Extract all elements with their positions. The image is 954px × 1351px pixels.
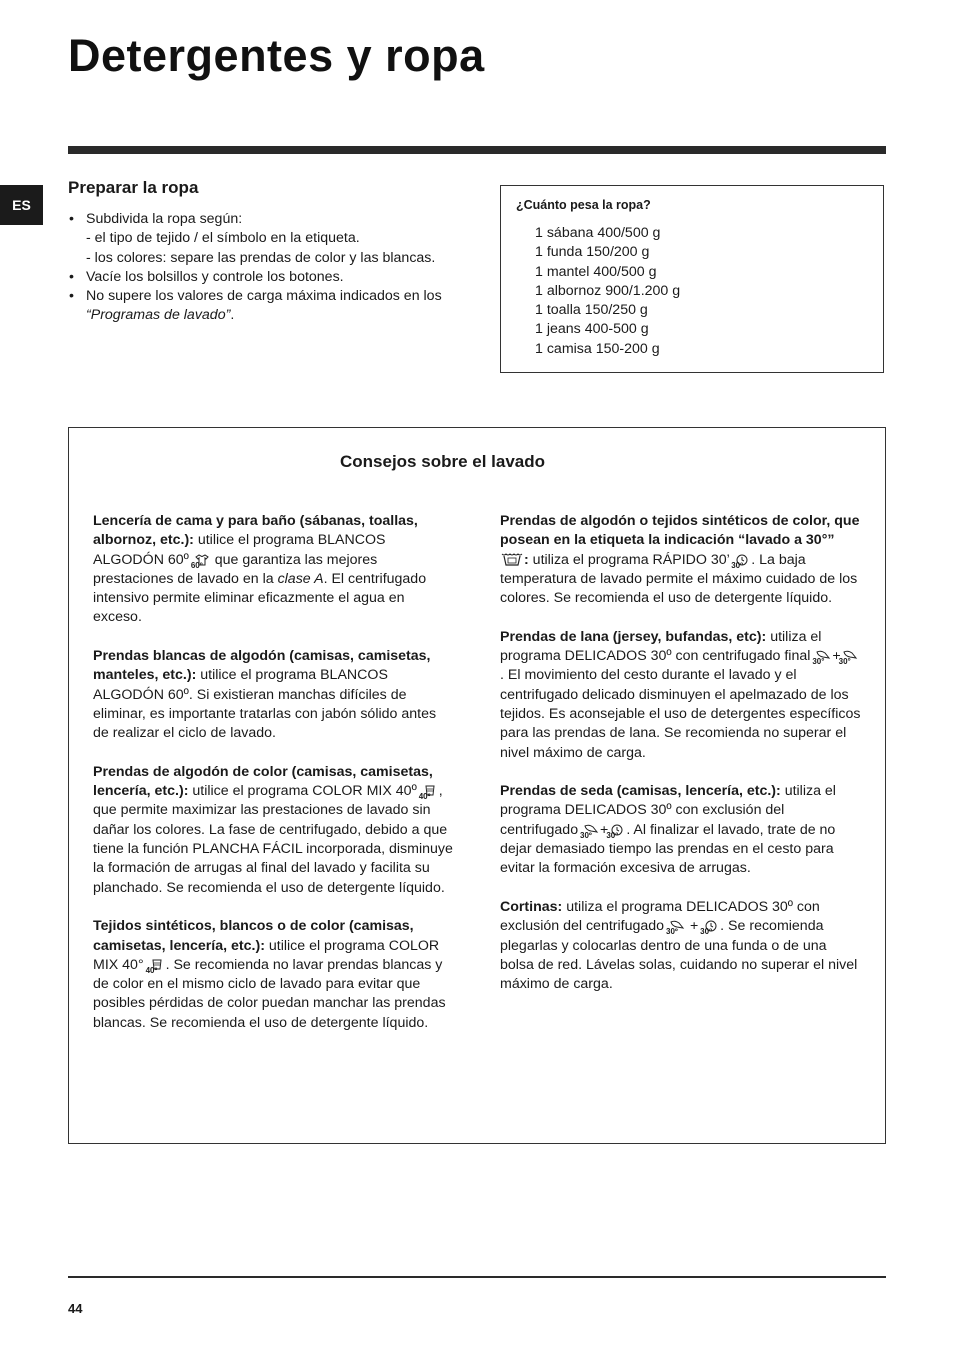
tips-left-column (93, 512, 455, 1052)
prep-list (68, 210, 453, 326)
timer-30-icon: 30º (734, 553, 750, 567)
tip-color-30: Prendas de algodón o tejidos sintéticos de color, que posean en la etiqueta la indicación “lavado a 30°” : utiliza el programa RÁPIDO 30’ 30º . La baja temperatura de lavado permite el máximo cuidado de los colores. Se recomienda el uso de detergente líquido. (500, 513, 860, 607)
prep-item: • No supere los valores de carga máxima indicados en los “Programas de lavado”. (69, 288, 442, 324)
delicate-30-icon: 30° (815, 649, 831, 663)
page-number: 44 (68, 1301, 83, 1316)
weight-title: ¿Cuánto pesa la ropa? (516, 198, 651, 212)
tips-box (68, 427, 886, 1144)
prep-item: • Subdivida la ropa según: - el tipo de tejido / el símbolo en la etiqueta. - los colores: separe las prendas de color y las blancas. (69, 211, 436, 266)
prep-item-text: No supere los valores de carga máxima indicados en los (86, 288, 442, 305)
prep-subitem: - el tipo de tejido / el símbolo en la etiqueta. (86, 230, 360, 247)
cotton-wash-60-icon: 60º (194, 553, 210, 567)
delicate-30-icon: 30º (669, 919, 685, 933)
tips-heading: Consejos sobre el lavado (340, 452, 546, 471)
weight-item: 1 albornoz 900/1.200 g (535, 282, 681, 299)
title-divider (68, 146, 886, 154)
weight-item: 1 camisa 150-200 g (535, 340, 660, 357)
prep-item: • Vacíe los bolsillos y controle los botones. (69, 268, 344, 285)
weight-item: 1 jeans 400-500 g (535, 321, 649, 338)
weight-item: 1 toalla 150/250 g (535, 302, 648, 319)
weight-box (500, 185, 884, 373)
prep-item-italic: “Programas de lavado” (86, 307, 231, 324)
tips-right-column (500, 512, 862, 1014)
weight-list (535, 224, 680, 359)
delicate-30-icon: 30° (842, 649, 858, 663)
delicate-30-icon: 30º (583, 823, 599, 837)
prep-item-text: Subdivida la ropa según: (86, 211, 243, 227)
tip-silk: Prendas de seda (camisas, lencería, etc.): utiliza el programa DELICADOS 30º con exclusión del centrifugado 30º + 30º . Al finalizar el lavado, trate de no dejar demasiado tiempo las prendas en el cesto para evitar la formación excesiva de arrugas. (500, 783, 836, 877)
weight-item: 1 sábana 400/500 g (535, 225, 661, 241)
language-tab: ES (0, 185, 43, 225)
timer-30-icon: 30º (609, 823, 625, 837)
timer-30-icon: 30º (703, 919, 719, 933)
color-mix-40-icon: 40º (422, 784, 438, 798)
prep-subitem: - los colores: separe las prendas de color y las blancas. (86, 249, 436, 266)
weight-item: 1 funda 150/200 g (535, 244, 650, 261)
prep-item-text: Vacíe los bolsillos y controle los botones. (86, 268, 344, 285)
footer-divider (68, 1276, 886, 1278)
tip-wool: Prendas de lana (jersey, bufandas, etc): utiliza el programa DELICADOS 30º con centrifugado final 30° + 30° . El movimiento del cesto durante el lavado y el centrifugado delicado disminuyen el apelmazado de los tejidos. Es aconsejable el uso de detergentes específicos para las prendas de lana. Se recomienda no superar el nivel máximo de carga. (500, 628, 861, 761)
wash-tub-30-icon (501, 552, 523, 566)
tip-synthetics: Tejidos sintéticos, blancos o de color (camisas, camisetas, lencería, etc.): utilice el programa COLOR MIX 40° 40º . Se recomienda no lavar prendas blancas y de color en el mismo ciclo de lavado para evitar que posibles pérdidas de color puedan manchar las prendas blancas. Se recomienda el uso de detergente líquido. (93, 918, 446, 1031)
tip-curtains: Cortinas: utiliza el programa DELICADOS 30º con exclusión del centrifugado 30º + 30º . Se recomienda plegarlas y colocarlas dentro de una funda o de una bolsa de red. Lávelas solas, cuidando no superar el nivel máximo de carga. (500, 898, 858, 993)
prep-heading: Preparar la ropa (68, 178, 199, 197)
page-title: Detergentes y ropa (68, 30, 485, 81)
color-mix-40-icon: 40º (149, 958, 165, 972)
tip-color-cotton: Prendas de algodón de color (camisas, camisetas, lencería, etc.): utilice el programa COLOR MIX 40º 40º , que permite maximizar las prestaciones de lavado sin dañar los colores. La fase de centrifugado, debido a que tiene la función PLANCHA FÁCIL incorporada, disminuye la formación de arrugas al final del lavado y facilita su planchado. Se recomienda el uso de detergente líquido. (93, 763, 453, 896)
weight-item: 1 mantel 400/500 g (535, 263, 657, 280)
tip-bedding: Lencería de cama y para baño (sábanas, toallas, albornoz, etc.): utilice el programa BLANCOS ALGODÓN 60º 60º que garantiza las mejores prestaciones de lavado en la clase A. El centrifugado intensivo permite eliminar eficazmente el agua en exceso. (93, 513, 427, 626)
tip-white-cotton: Prendas blancas de algodón (camisas, camisetas, manteles, etc.): utilice el programa BLANCOS ALGODÓN 60º. Si existieran manchas difíciles de eliminar, es importante tratarlas con jabón sólido antes de realizar el ciclo de lavado. (93, 648, 437, 742)
